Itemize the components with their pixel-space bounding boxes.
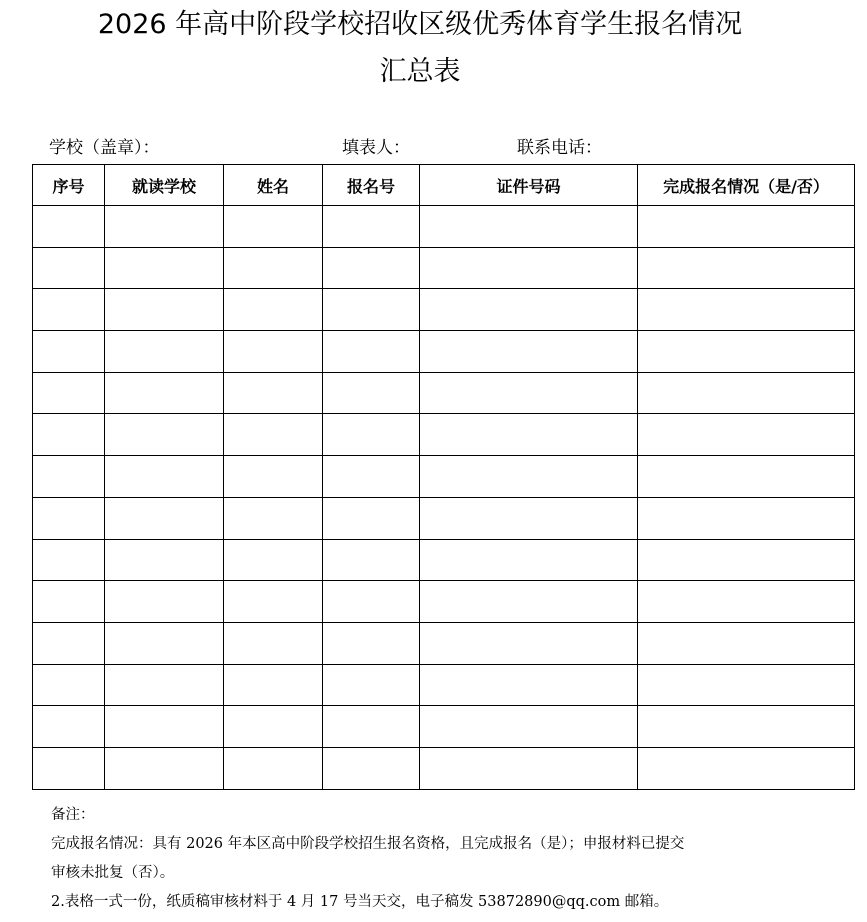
cell-current-school[interactable]: [105, 539, 224, 581]
cell-serial-number[interactable]: [33, 247, 105, 289]
table-row: [33, 539, 855, 581]
cell-registration-number[interactable]: [323, 664, 420, 706]
cell-serial-number[interactable]: [33, 497, 105, 539]
cell-current-school[interactable]: [105, 414, 224, 456]
table-row: [33, 206, 855, 248]
cell-name[interactable]: [224, 456, 323, 498]
document-title-line2: 汇总表: [379, 56, 461, 87]
cell-registration-status[interactable]: [638, 664, 855, 706]
cell-serial-number[interactable]: [33, 706, 105, 748]
cell-serial-number[interactable]: [33, 581, 105, 623]
cell-name[interactable]: [224, 664, 323, 706]
cell-registration-number[interactable]: [323, 372, 420, 414]
cell-current-school[interactable]: [105, 456, 224, 498]
cell-name[interactable]: [224, 206, 323, 248]
cell-current-school[interactable]: [105, 747, 224, 789]
cell-current-school[interactable]: [105, 581, 224, 623]
cell-id-number[interactable]: [420, 206, 638, 248]
cell-registration-number[interactable]: [323, 581, 420, 623]
cell-current-school[interactable]: [105, 664, 224, 706]
column-header-name: 姓名: [224, 165, 323, 206]
cell-registration-status[interactable]: [638, 622, 855, 664]
column-header-serial-number: 序号: [33, 165, 105, 206]
column-header-current-school: 就读学校: [105, 165, 224, 206]
cell-registration-number[interactable]: [323, 622, 420, 664]
cell-registration-number[interactable]: [323, 206, 420, 248]
form-filler-label: 填表人：: [342, 138, 410, 158]
cell-name[interactable]: [224, 414, 323, 456]
form-meta-row: [0, 137, 867, 159]
cell-registration-number[interactable]: [323, 706, 420, 748]
notes-registration-status-explanation: 完成报名情况：具有 2026 年本区高中阶段学校招生报名资格，且完成报名（是）；申报材料已提交: [51, 836, 685, 852]
cell-name[interactable]: [224, 247, 323, 289]
cell-registration-number[interactable]: [323, 539, 420, 581]
cell-serial-number[interactable]: [33, 289, 105, 331]
cell-current-school[interactable]: [105, 622, 224, 664]
cell-registration-status[interactable]: [638, 539, 855, 581]
table-row: [33, 747, 855, 789]
cell-registration-number[interactable]: [323, 247, 420, 289]
cell-id-number[interactable]: [420, 372, 638, 414]
cell-serial-number[interactable]: [33, 331, 105, 373]
cell-id-number[interactable]: [420, 414, 638, 456]
contact-phone-label: 联系电话：: [517, 138, 602, 158]
cell-id-number[interactable]: [420, 289, 638, 331]
table-row: [33, 289, 855, 331]
table-header-row: [33, 165, 855, 206]
cell-serial-number[interactable]: [33, 456, 105, 498]
cell-name[interactable]: [224, 706, 323, 748]
cell-registration-status[interactable]: [638, 247, 855, 289]
table-row: [33, 372, 855, 414]
table-row: [33, 622, 855, 664]
cell-id-number[interactable]: [420, 581, 638, 623]
table-row: [33, 581, 855, 623]
column-header-registration-number: 报名号: [323, 165, 420, 206]
cell-registration-number[interactable]: [323, 331, 420, 373]
notes-submission-instructions: 2.表格一式一份，纸质稿审核材料于 4 月 17 号当天交，电子稿发 53872890@qq.com 邮箱。: [51, 894, 669, 910]
cell-id-number[interactable]: [420, 456, 638, 498]
cell-current-school[interactable]: [105, 206, 224, 248]
cell-current-school[interactable]: [105, 497, 224, 539]
cell-serial-number[interactable]: [33, 622, 105, 664]
cell-id-number[interactable]: [420, 539, 638, 581]
cell-id-number[interactable]: [420, 497, 638, 539]
cell-current-school[interactable]: [105, 372, 224, 414]
cell-serial-number[interactable]: [33, 539, 105, 581]
cell-name[interactable]: [224, 747, 323, 789]
column-header-registration-status: 完成报名情况（是/否）: [638, 165, 855, 206]
cell-serial-number[interactable]: [33, 664, 105, 706]
notes-heading: 备注：: [51, 807, 95, 823]
cell-name[interactable]: [224, 331, 323, 373]
table-row: [33, 664, 855, 706]
notes-registration-status-explanation-cont: 审核未批复（否）。: [51, 865, 175, 881]
table-row: [33, 331, 855, 373]
table-body: [33, 206, 855, 790]
cell-current-school[interactable]: [105, 247, 224, 289]
cell-id-number[interactable]: [420, 622, 638, 664]
cell-id-number[interactable]: [420, 331, 638, 373]
cell-registration-status[interactable]: [638, 331, 855, 373]
document-title-line1: 2026 年高中阶段学校招收区级优秀体育学生报名情况: [97, 9, 743, 40]
cell-registration-number[interactable]: [323, 289, 420, 331]
school-seal-label: 学校（盖章）：: [49, 138, 160, 158]
cell-registration-status[interactable]: [638, 456, 855, 498]
cell-registration-status[interactable]: [638, 372, 855, 414]
column-header-id-number: 证件号码: [420, 165, 638, 206]
table-row: [33, 456, 855, 498]
cell-registration-number[interactable]: [323, 497, 420, 539]
cell-registration-status[interactable]: [638, 414, 855, 456]
cell-name[interactable]: [224, 289, 323, 331]
cell-id-number[interactable]: [420, 706, 638, 748]
cell-name[interactable]: [224, 622, 323, 664]
cell-serial-number[interactable]: [33, 747, 105, 789]
cell-current-school[interactable]: [105, 706, 224, 748]
table-row: [33, 497, 855, 539]
registration-summary-table: [32, 164, 855, 790]
cell-registration-status[interactable]: [638, 289, 855, 331]
cell-registration-status[interactable]: [638, 206, 855, 248]
notes-section: [51, 801, 851, 917]
cell-id-number[interactable]: [420, 747, 638, 789]
cell-registration-status[interactable]: [638, 747, 855, 789]
cell-registration-number[interactable]: [323, 414, 420, 456]
cell-name[interactable]: [224, 372, 323, 414]
cell-serial-number[interactable]: [33, 372, 105, 414]
table-row: [33, 414, 855, 456]
cell-serial-number[interactable]: [33, 414, 105, 456]
cell-id-number[interactable]: [420, 247, 638, 289]
cell-serial-number[interactable]: [33, 206, 105, 248]
cell-name[interactable]: [224, 497, 323, 539]
cell-id-number[interactable]: [420, 664, 638, 706]
cell-current-school[interactable]: [105, 331, 224, 373]
cell-current-school[interactable]: [105, 289, 224, 331]
cell-registration-number[interactable]: [323, 747, 420, 789]
cell-registration-status[interactable]: [638, 581, 855, 623]
cell-registration-status[interactable]: [638, 497, 855, 539]
cell-registration-status[interactable]: [638, 706, 855, 748]
table-row: [33, 247, 855, 289]
table-row: [33, 706, 855, 748]
cell-registration-number[interactable]: [323, 456, 420, 498]
cell-name[interactable]: [224, 581, 323, 623]
cell-name[interactable]: [224, 539, 323, 581]
